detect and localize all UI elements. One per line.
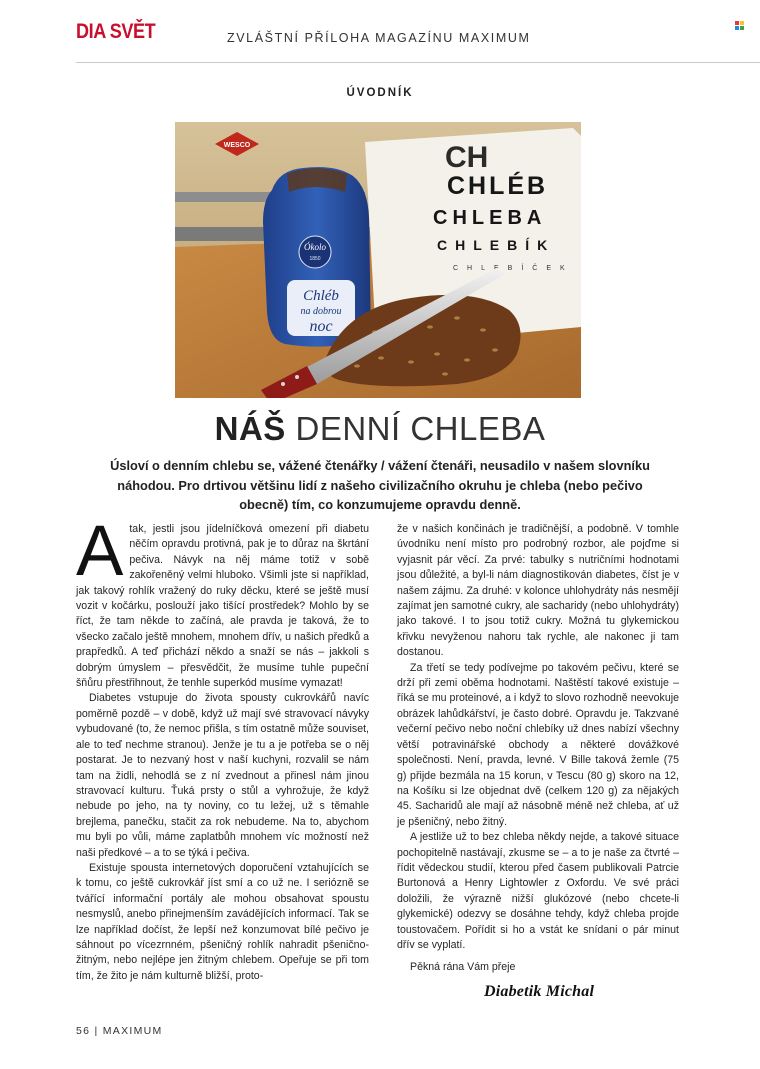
svg-text:WESCO: WESCO: [223, 142, 251, 149]
paragraph-text: tak, jestli jsou jídelníčková omezení při diabetu něčím opravdu protivná, pak je to důraz na škrtání pečiva. Návyk na něj máme totiž v sobě zakořeněný velmi hluboko. Všimli jste si například, jak takový rohlík vražený do ruky děcku, které se ještě musí vozit v kočárku, poslouží jako tišící prostředek? Mohlo by se říct, že tam někde to začíná, ale pravda je taková, že to všecko začalo ještě mnohem, mnohem dřív, u našich předků a prapředků. A teď přichází někdo a snaží se nás – jakkoli s dobrým úmyslem – přesvědčit, že musíme tuhle pupeční šňůru přestřihnout, že tenhle superkód musíme vymazat!: [76, 523, 369, 690]
page-footer: [76, 1025, 163, 1037]
section-label: ÚVODNÍK: [346, 87, 414, 99]
article-paragraph: Existuje spousta internetových doporučení vztahujících se k tomu, co ještě cukrovkář jíst smí a co už ne. I seriózně se tvářící informační portály ale mohou obsahovat spoustu nesmyslů, anebo přinejmenším zavádějících informací. Tak se lze například dočíst, že lepší než konzumovat bílé pečivo je sáhnout po vícezrnném, pšeničný rohlík nahradit pšenično-žitným, nebo nejlépe jen žitným chlebem. Opeřuje se při tom tím, že žito je nám kulturně bližší, proto-: [76, 861, 369, 982]
article-column-left: [76, 512, 369, 984]
article-paragraph: A jestliže už to bez chleba někdy nejde, a takové situace pochopitelně nastávají, zkusme se – a to je naše za čtvrté – řídit vědeckou studií, kterou před časem publikovali Patrcie Burtonová a Henry Lightowler z Oxfordu. Ve své práci doložili, že výrazně nižší glukózové (nebo chcete-li glykemické) odezvy se dosáhne tehdy, když chleba projde toustovačem. Pořídit si ho a vstát ke snídani o pár minut dřív se vyplatí.: [397, 831, 679, 951]
color-squares-icon: [735, 21, 744, 30]
footer-separator: |: [94, 1025, 99, 1037]
brand-logo: DIA SVĚT: [76, 20, 156, 43]
article-title: [0, 410, 760, 448]
article-paragraph: [76, 512, 369, 691]
package-text: noc: [309, 318, 333, 335]
svg-text:CH: CH: [445, 141, 489, 174]
package-logo: Ókolo: [304, 242, 326, 252]
article-paragraph: Diabetes vstupuje do života spousty cukrovkářů navíc poměrně pozdě – v době, když už mají své stravovací návyky vybudované (to, že nemoc přišla, s tím ostatně může souviset, ale to teď nechme stranou). Jenže je tu a je potřeba se o něj postarat. Je to nezvaný host v naší kuchyni, rozvalil se nám tam na židli, nehodlá se z ní zvednout a přinesl nám jinou stravovací kulturu. Ťuká prsty o stůl a vyhrožuje, že když nebude po jeho, na ty noviny, co tu ležej, už s těmahle brejlema, panečku, stačit za rok nebudeme. Na to, abychom mu byli po vůli, máme zaplatbůh mnohem víc možností než naši předkové – a to se týká i pečiva.: [76, 692, 369, 859]
magazine-name: MAXIMUM: [102, 1025, 163, 1037]
bag-text: CHLÉB: [447, 172, 549, 200]
title-light: DENNÍ CHLEBA: [285, 410, 546, 447]
article-paragraph: Za třetí se tedy podívejme po takovém pečivu, které se drží při zemi oběma hodnotami. Naštěstí takové existuje – říká se mu proteinové, a i když to slovo rozhodně neevokuje obrázek lahůdkářství, je často dobré. Opravdu je. Takzvané večerní pečivo nebo noční chlebíky už dnes nabízí všechny větší potravinářské obchody a některé dovážkové společnosti. Není, pravda, levné. V Bille taková žemle (75 g) přijde bezmála na 15 korun, v Tescu (80 g) skoro na 12, na Košíku si lze objednat dvě (celkem 120 g) za nějakých 45. Sacharidů ale mají až násobně méně než chleba, ať už je pšeničný, nebo žitný.: [397, 661, 679, 828]
header-divider: [76, 62, 760, 63]
drop-cap: A: [76, 512, 124, 591]
page-number: 56: [76, 1025, 91, 1037]
author-signature: Diabetik Michal: [484, 983, 595, 1000]
supplement-title: ZVLÁŠTNÍ PŘÍLOHA MAGAZÍNU MAXIMUM: [227, 31, 531, 45]
bread-photo: [175, 122, 581, 398]
bag-text: CHLEBÍČEK: [453, 265, 574, 272]
title-bold: NÁŠ: [214, 410, 286, 447]
article-column-right: [397, 522, 679, 976]
package-text: na dobrou: [300, 306, 342, 317]
closing-line: Pěkná rána Vám přeje: [410, 961, 516, 974]
bag-text: CHLEBA: [433, 207, 547, 229]
svg-text:1850: 1850: [309, 256, 321, 262]
bag-text: CHLEBÍK: [437, 237, 556, 253]
article-lead: Úsloví o denním chlebu se, vážené čtenářky / vážení čtenáři, neusadilo v našem slovníku náhodou. Pro drtivou většinu lidí z našeho civilizačního okruhu je chleba (nebo pečivo obecně) tím, co konzumujeme opravdu denně.: [110, 458, 650, 512]
article-paragraph: že v našich končinách je tradičnější, a podobně. V tomhle úvodníku není místo pro podrobný rozbor, ale pojďme si vyjasnit pár věcí. Za prvé: tabulky s nutričními hodnotami jsou důležité, a byl-li nám diagnostikován diabetes, číst je v našem zájmu. Za druhé: v kolonce uhlohydráty nás nesmějí zajímat jen samotné cukry, ale sacharidy (nebo uhlohydráty) jako takové. I to jsou totiž cukry. Možná tu glykemickou křivku nevyženou nahoru tak rychle, ale nakonec ji tam dostanou.: [397, 523, 679, 659]
package-text: Chléb: [303, 288, 339, 304]
